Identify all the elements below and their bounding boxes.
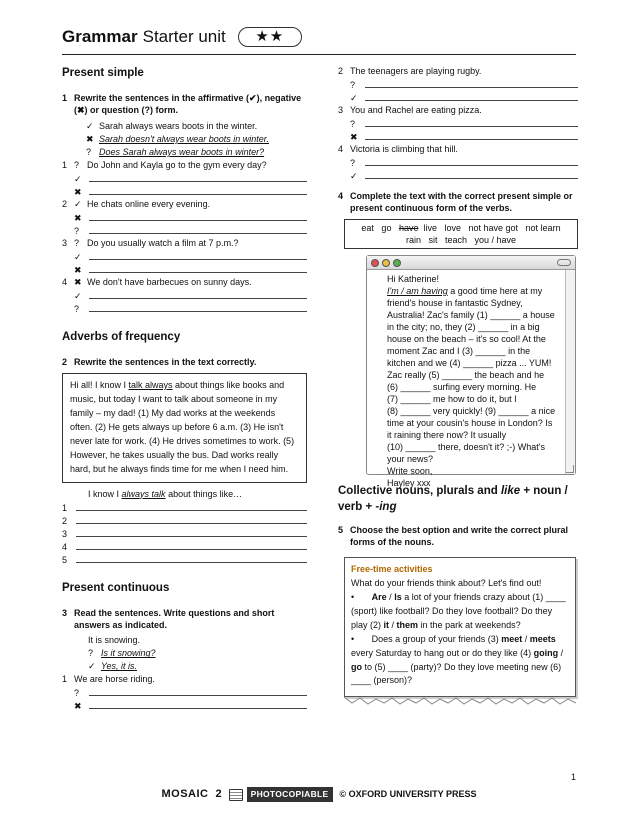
title-bold: Grammar bbox=[62, 27, 138, 46]
bullet-paragraph-2: • Does a group of your friends (3) meet / meets every Saturday to hang out or do they like (4) going / go to (5) ____ (party)? Do they love meeting new (6) ____ (person)? bbox=[351, 633, 564, 686]
answer-line bbox=[62, 528, 307, 541]
mark-symbol: ? bbox=[86, 146, 92, 157]
title-rest: Starter unit bbox=[142, 27, 226, 46]
item-sentence: Victoria is climbing that hill. bbox=[350, 144, 458, 154]
exercise-2-instruction bbox=[62, 357, 307, 369]
exercise-line bbox=[62, 173, 307, 186]
bullet-paragraph-1: • Are / Is a lot of your friends crazy about (1) ____ (sport) like football? Do they love football? Do they play (2) it / them in the park at weekends? bbox=[351, 591, 566, 630]
example-post: about things like… bbox=[168, 488, 243, 499]
exercise-1-example bbox=[62, 121, 307, 160]
instruction-text: Rewrite the sentences in the affirmative (✔), negative (✖) or question (?) form. bbox=[74, 93, 302, 116]
mark-symbol: ✖ bbox=[74, 264, 82, 275]
exercise-line bbox=[62, 251, 307, 264]
exercise-line bbox=[62, 238, 307, 251]
email-line: Hi Katherine! bbox=[387, 274, 440, 285]
exercise-line bbox=[62, 264, 307, 277]
answer-blank bbox=[89, 225, 307, 234]
mark-symbol: ? bbox=[74, 237, 80, 248]
mark-symbol: ✖ bbox=[74, 212, 82, 223]
item-number: 2 bbox=[338, 66, 344, 76]
section-heading-adverbs: Adverbs of frequency bbox=[62, 330, 181, 343]
line-text: Sarah always wears boots in the winter. bbox=[99, 120, 258, 131]
exercise-3-item bbox=[338, 66, 578, 79]
mark-symbol: ? bbox=[74, 225, 80, 236]
answer-blank bbox=[365, 157, 578, 166]
example-question: ? Is it snowing? bbox=[88, 648, 156, 659]
window-titlebar bbox=[367, 256, 575, 270]
exercise-line bbox=[62, 212, 307, 225]
answer-blank bbox=[76, 541, 307, 550]
close-icon bbox=[371, 259, 379, 267]
item-sentence: You and Rachel are eating pizza. bbox=[350, 105, 482, 115]
mark-symbol: ✖ bbox=[350, 132, 358, 142]
answer-blank bbox=[365, 118, 578, 127]
exercise-line bbox=[62, 290, 307, 303]
answer-blank bbox=[89, 264, 307, 273]
exercise-3-instruction bbox=[62, 608, 307, 632]
torn-edge-decoration bbox=[344, 697, 576, 705]
line-text: Does Sarah always wear boots in winter? bbox=[99, 146, 265, 157]
line-text: Sarah doesn't always wear boots in winter. bbox=[99, 133, 269, 144]
answer-blank bbox=[89, 173, 307, 182]
email-line: (7) ______ me how to do it, but I bbox=[387, 393, 517, 404]
email-line: kitchen and we (4) ______ pizza ... YUM! bbox=[387, 357, 552, 368]
answer-line bbox=[62, 554, 307, 567]
section-heading-present-continuous: Present continuous bbox=[62, 581, 170, 594]
instruction-text: Rewrite the sentences in the text correctly. bbox=[74, 357, 257, 368]
instruction-text: Complete the text with the correct present simple or present continuous form of the verbs. bbox=[350, 191, 573, 213]
mark-symbol: ✖ bbox=[86, 133, 94, 144]
example-underlined: always talk bbox=[121, 488, 166, 499]
item-number: 4 bbox=[62, 541, 68, 552]
brand-number: 2 bbox=[215, 788, 222, 801]
exercise-3-item bbox=[338, 144, 578, 157]
answer-blank bbox=[89, 212, 307, 221]
exercise-line bbox=[62, 121, 307, 134]
answer-blank bbox=[365, 170, 578, 179]
mark-symbol: ✓ bbox=[74, 290, 82, 301]
exercise-number: 4 bbox=[338, 191, 344, 201]
exercise-line bbox=[338, 79, 578, 92]
email-body bbox=[367, 270, 575, 488]
mark-symbol: ✖ bbox=[74, 276, 82, 287]
mark-symbol: ✓ bbox=[350, 93, 358, 103]
exercise-3-items-left bbox=[62, 674, 307, 713]
mark-symbol: ✖ bbox=[74, 701, 82, 712]
answer-blank bbox=[89, 700, 307, 709]
box-title: Free-time activities bbox=[351, 563, 433, 574]
resize-handle-icon bbox=[566, 465, 574, 473]
email-line: Australia! Zac's family (1) ______ a house bbox=[387, 309, 555, 320]
instruction-text: Read the sentences. Write questions and short answers as indicated. bbox=[74, 607, 275, 630]
item-number: 3 bbox=[62, 237, 68, 248]
maximize-icon bbox=[393, 259, 401, 267]
exercise-number: 1 bbox=[62, 93, 68, 104]
exercise-line bbox=[62, 160, 307, 173]
item-number: 2 bbox=[62, 515, 68, 526]
exercise-5-instruction bbox=[338, 525, 578, 549]
photocopy-icon bbox=[229, 789, 243, 801]
example-answer: ✓ Yes, it is. bbox=[88, 661, 138, 672]
example-sentence: It is snowing. bbox=[88, 635, 141, 646]
text-part: about things like books and music, but today I want to talk about someone in my family – my dad! (1) My dad works at the weekends often. (2) He gets always up before 6 a.m. (3) He isn't never late for work. (4) He drives sometimes to work. (5) However, he takes usually the bus. Dad works really hard, but he always finds time for me when I need him. bbox=[70, 379, 295, 474]
header-divider bbox=[62, 54, 576, 55]
toolbar-toggle-icon bbox=[557, 259, 571, 266]
text-underlined: talk always bbox=[128, 379, 173, 390]
section-heading-collective-nouns: Collective nouns, plurals and like + noun / verb + -ing bbox=[338, 485, 568, 514]
mark-symbol: ? bbox=[350, 119, 356, 129]
mark-symbol: ✓ bbox=[74, 251, 82, 262]
answer-line bbox=[62, 502, 307, 515]
item-number: 4 bbox=[338, 144, 344, 154]
free-time-activities-box bbox=[344, 557, 576, 697]
exercise-line bbox=[62, 277, 307, 290]
email-line: (8) ______ very quickly! (9) ______ a nice bbox=[387, 405, 556, 416]
text-part: Hi all! I know I bbox=[70, 379, 129, 390]
page-number: 1 bbox=[570, 772, 576, 782]
verb-word-box: eat go have live love not have got not learn rain sit teach you / have bbox=[344, 219, 578, 249]
mark-symbol: ✓ bbox=[86, 120, 94, 131]
email-line: your news? bbox=[387, 453, 434, 464]
answer-line bbox=[62, 515, 307, 528]
page-title bbox=[62, 26, 302, 48]
answer-blank bbox=[365, 131, 578, 140]
email-line: friend's house in fantastic Sydney, bbox=[387, 297, 523, 308]
exercise-line bbox=[338, 157, 578, 170]
exercise-line bbox=[338, 170, 578, 183]
exercise-2-example bbox=[62, 489, 307, 502]
answer-blank bbox=[76, 515, 307, 524]
email-line: Zac really (5) ______ the beach and he bbox=[387, 369, 545, 380]
level-stars-badge: ★★ bbox=[238, 27, 302, 47]
line-text: Do you usually watch a film at 7 p.m.? bbox=[87, 237, 239, 248]
exercise-line bbox=[62, 199, 307, 212]
email-line: (10) ______ there, doesn't it? ;-) What's bbox=[387, 441, 546, 452]
answer-blank bbox=[89, 303, 307, 312]
footer bbox=[0, 787, 638, 802]
right-column bbox=[338, 66, 578, 709]
email-line: moment Zac and I (3) ______ in the bbox=[387, 345, 531, 356]
line-text: He chats online every evening. bbox=[87, 198, 211, 209]
exercise-line bbox=[62, 303, 307, 316]
mark-symbol: ✖ bbox=[74, 186, 82, 197]
email-line: house on the beach – it's so cool! At the bbox=[387, 333, 546, 344]
exercise-line bbox=[338, 92, 578, 105]
exercise-line bbox=[62, 186, 307, 199]
exercise-1-items bbox=[62, 160, 307, 316]
answer-blank bbox=[365, 92, 578, 101]
publisher-credit: © OXFORD UNIVERSITY PRESS bbox=[339, 788, 477, 799]
email-line: Write soon, bbox=[387, 465, 433, 476]
minimize-icon bbox=[382, 259, 390, 267]
exercise-3-item bbox=[338, 105, 578, 118]
answer-blank bbox=[76, 502, 307, 511]
item-number: 3 bbox=[62, 528, 68, 539]
email-window bbox=[366, 255, 576, 488]
exercise-line bbox=[62, 687, 307, 700]
exercise-2-answer-lines bbox=[62, 502, 307, 567]
adverbs-text-box bbox=[62, 373, 307, 483]
item-number: 1 bbox=[62, 159, 68, 170]
answer-blank bbox=[89, 186, 307, 195]
exercise-line bbox=[62, 147, 307, 160]
item-sentence: The teenagers are playing rugby. bbox=[350, 66, 482, 76]
email-line: it raining there now? It usually bbox=[387, 429, 507, 440]
instruction-text: Choose the best option and write the correct plural forms of the nouns. bbox=[350, 525, 569, 548]
answer-blank bbox=[76, 528, 307, 537]
line-text: Do John and Kayla go to the gym every day? bbox=[87, 159, 267, 170]
photocopiable-badge: PHOTOCOPIABLE bbox=[229, 787, 333, 802]
answer-line bbox=[62, 541, 307, 554]
answer-blank bbox=[89, 687, 307, 696]
section-heading-present-simple: Present simple bbox=[62, 67, 144, 79]
item-number: 4 bbox=[62, 276, 68, 287]
brand-logo: MOSAIC bbox=[161, 788, 209, 801]
item-number: 3 bbox=[338, 105, 344, 115]
exercise-line bbox=[62, 225, 307, 238]
exercise-number: 3 bbox=[62, 607, 68, 618]
left-column bbox=[62, 66, 307, 713]
example-pre: I know I bbox=[88, 488, 120, 499]
exercise-3-items-right bbox=[338, 66, 578, 183]
item-number: 1 bbox=[62, 674, 68, 685]
mark-symbol: ? bbox=[350, 80, 356, 90]
answer-blank bbox=[76, 554, 307, 563]
exercise-4-instruction bbox=[338, 191, 578, 215]
email-line: Hayley xxx bbox=[387, 477, 431, 488]
mark-symbol: ? bbox=[74, 688, 80, 699]
answer-blank bbox=[365, 79, 578, 88]
answer-blank bbox=[89, 251, 307, 260]
mark-symbol: ? bbox=[350, 158, 356, 168]
item-sentence: We are horse riding. bbox=[74, 674, 155, 685]
exercise-line bbox=[338, 131, 578, 144]
exercise-line bbox=[338, 118, 578, 131]
mark-symbol: ? bbox=[74, 159, 80, 170]
scrollbar bbox=[565, 270, 575, 474]
email-line: time at your cousin's house in London? Is bbox=[387, 417, 553, 428]
mark-symbol: ✓ bbox=[74, 198, 82, 209]
email-example: I'm / am having bbox=[387, 286, 448, 296]
exercise-3-item bbox=[62, 674, 307, 687]
mark-symbol: ✓ bbox=[74, 173, 82, 184]
exercise-line bbox=[62, 700, 307, 713]
item-number: 1 bbox=[62, 502, 68, 513]
email-line: I'm / am having a good time here at my bbox=[387, 286, 543, 296]
item-number: 5 bbox=[62, 554, 68, 565]
exercise-1-instruction bbox=[62, 93, 307, 117]
email-line: in the city; no, they (2) ______ in a big bbox=[387, 321, 540, 332]
email-line: (6) ______ surfing every morning. He bbox=[387, 381, 537, 392]
box-intro: What do your friends think about? Let's find out! bbox=[351, 577, 542, 588]
mark-symbol: ? bbox=[74, 303, 80, 314]
item-number: 2 bbox=[62, 198, 68, 209]
exercise-line bbox=[62, 134, 307, 147]
line-text: We don't have barbecues on sunny days. bbox=[87, 276, 252, 287]
mark-symbol: ✓ bbox=[350, 171, 358, 181]
exercise-number: 2 bbox=[62, 357, 68, 368]
exercise-number: 5 bbox=[338, 525, 344, 536]
answer-blank bbox=[89, 290, 307, 299]
